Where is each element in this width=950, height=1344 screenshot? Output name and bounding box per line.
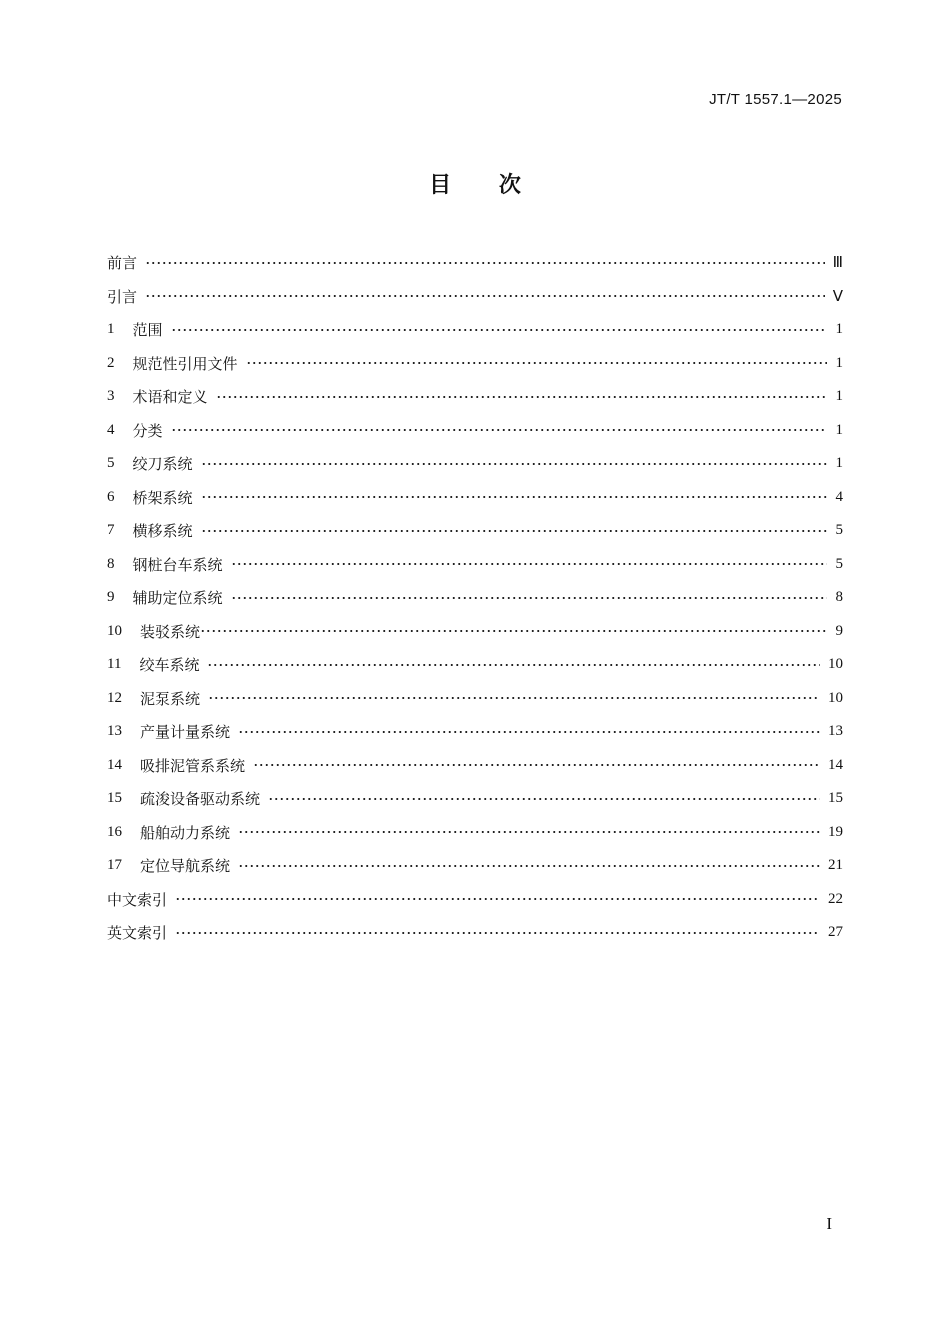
toc-entry-label: 钢桩台车系统 <box>132 555 223 574</box>
toc-entry[interactable] <box>107 849 843 883</box>
toc-entry[interactable] <box>107 648 843 682</box>
toc-entry[interactable] <box>107 749 843 783</box>
toc-entry-page: Ⅲ <box>832 255 843 272</box>
toc-entry-label: 船舶动力系统 <box>140 823 231 842</box>
toc-entry-number: 14 <box>107 756 122 773</box>
dot-leader <box>208 696 820 700</box>
toc-entry[interactable] <box>107 246 843 280</box>
toc-entry-label: 绞刀系统 <box>132 455 193 474</box>
toc-entry-label: 疏浚设备驱动系统 <box>140 790 261 809</box>
standard-number: JT/T 1557.1—2025 <box>709 91 842 108</box>
toc-entry-label: 引言 <box>107 287 138 306</box>
toc-entry-label: 术语和定义 <box>132 388 208 407</box>
toc-entry-page: Ⅴ <box>832 288 843 305</box>
toc-entry[interactable] <box>107 682 843 716</box>
toc-entry-label: 泥泵系统 <box>140 689 201 708</box>
toc-entry-label: 绞车系统 <box>139 656 200 675</box>
toc-entry[interactable] <box>107 816 843 850</box>
toc-entry-number: 3 <box>107 388 115 405</box>
toc-entry-page: 10 <box>828 689 843 706</box>
toc-entry[interactable] <box>107 481 843 515</box>
toc-entry-page: 1 <box>835 388 843 405</box>
toc-entry-page: 9 <box>835 622 843 639</box>
toc-entry[interactable] <box>107 447 843 481</box>
dot-leader <box>238 864 820 868</box>
toc-entry-page: 27 <box>828 924 843 941</box>
dot-leader <box>238 830 820 834</box>
toc-entry-page: 1 <box>835 354 843 371</box>
dot-leader <box>171 428 827 432</box>
dot-leader <box>201 462 827 466</box>
toc-entry-label: 规范性引用文件 <box>132 354 238 373</box>
toc-entry[interactable] <box>107 715 843 749</box>
dot-leader <box>175 897 820 901</box>
dot-leader <box>207 663 820 667</box>
toc-entry-number: 7 <box>107 522 115 539</box>
toc-entry-number: 13 <box>107 723 122 740</box>
toc-entry-page: 5 <box>835 555 843 572</box>
toc-entry-page: 14 <box>828 756 843 773</box>
toc-entry-number: 8 <box>107 555 115 572</box>
toc-entry-number: 5 <box>107 455 115 472</box>
toc-entry[interactable] <box>107 347 843 381</box>
toc-entry-label: 吸排泥管系系统 <box>140 756 246 775</box>
toc-entry[interactable] <box>107 581 843 615</box>
toc-entry[interactable] <box>107 916 843 950</box>
toc-entry-page: 4 <box>835 488 843 505</box>
toc-entry-label: 横移系统 <box>132 522 193 541</box>
toc-entry-page: 1 <box>835 421 843 438</box>
toc-entry-page: 21 <box>828 857 843 874</box>
page-title: 目 次 <box>429 173 521 198</box>
dot-leader <box>253 763 820 767</box>
toc-entry-number: 10 <box>107 622 122 639</box>
toc-entry[interactable] <box>107 514 843 548</box>
toc-entry[interactable] <box>107 782 843 816</box>
toc-entry[interactable] <box>107 414 843 448</box>
dot-leader <box>171 328 827 332</box>
dot-leader <box>145 294 825 298</box>
toc-entry[interactable] <box>107 280 843 314</box>
dot-leader <box>200 629 827 633</box>
toc-entry-label: 辅助定位系统 <box>132 589 223 608</box>
toc-entry-page: 5 <box>835 522 843 539</box>
page-folio: I <box>826 1214 832 1233</box>
toc-entry-number: 15 <box>107 790 122 807</box>
toc-entry-number: 2 <box>107 354 115 371</box>
toc-entry-page: 10 <box>828 656 843 673</box>
table-of-contents <box>107 246 843 950</box>
toc-entry-label: 范围 <box>132 321 163 340</box>
toc-entry-number: 6 <box>107 488 115 505</box>
toc-entry-number: 11 <box>107 656 122 673</box>
toc-entry-page: 19 <box>828 823 843 840</box>
toc-entry-number: 9 <box>107 589 115 606</box>
toc-entry-number: 4 <box>107 421 115 438</box>
toc-entry-number: 1 <box>107 321 115 338</box>
toc-entry-page: 15 <box>828 790 843 807</box>
dot-leader <box>246 361 827 365</box>
toc-entry-page: 1 <box>835 455 843 472</box>
dot-leader <box>145 261 825 265</box>
toc-entry-label: 中文索引 <box>107 890 168 909</box>
dot-leader <box>238 730 820 734</box>
toc-entry-label: 桥架系统 <box>132 488 193 507</box>
dot-leader <box>268 797 820 801</box>
toc-entry[interactable] <box>107 380 843 414</box>
toc-entry[interactable] <box>107 883 843 917</box>
dot-leader <box>216 395 827 399</box>
dot-leader <box>201 495 827 499</box>
dot-leader <box>231 596 827 600</box>
toc-entry-page: 13 <box>828 723 843 740</box>
dot-leader <box>231 562 827 566</box>
dot-leader <box>175 931 820 935</box>
toc-entry-number: 17 <box>107 857 122 874</box>
toc-entry-page: 1 <box>835 321 843 338</box>
toc-entry-label: 分类 <box>132 421 163 440</box>
dot-leader <box>201 529 827 533</box>
toc-entry-label: 装驳系统 <box>140 622 201 641</box>
toc-entry-page: 8 <box>835 589 843 606</box>
toc-entry[interactable] <box>107 548 843 582</box>
toc-entry-label: 产量计量系统 <box>140 723 231 742</box>
toc-entry-number: 12 <box>107 689 122 706</box>
toc-entry-label: 前言 <box>107 254 138 273</box>
toc-entry-page: 22 <box>828 890 843 907</box>
toc-entry[interactable] <box>107 313 843 347</box>
toc-entry[interactable] <box>107 615 843 649</box>
toc-entry-label: 定位导航系统 <box>140 857 231 876</box>
toc-entry-label: 英文索引 <box>107 924 168 943</box>
toc-entry-number: 16 <box>107 823 122 840</box>
